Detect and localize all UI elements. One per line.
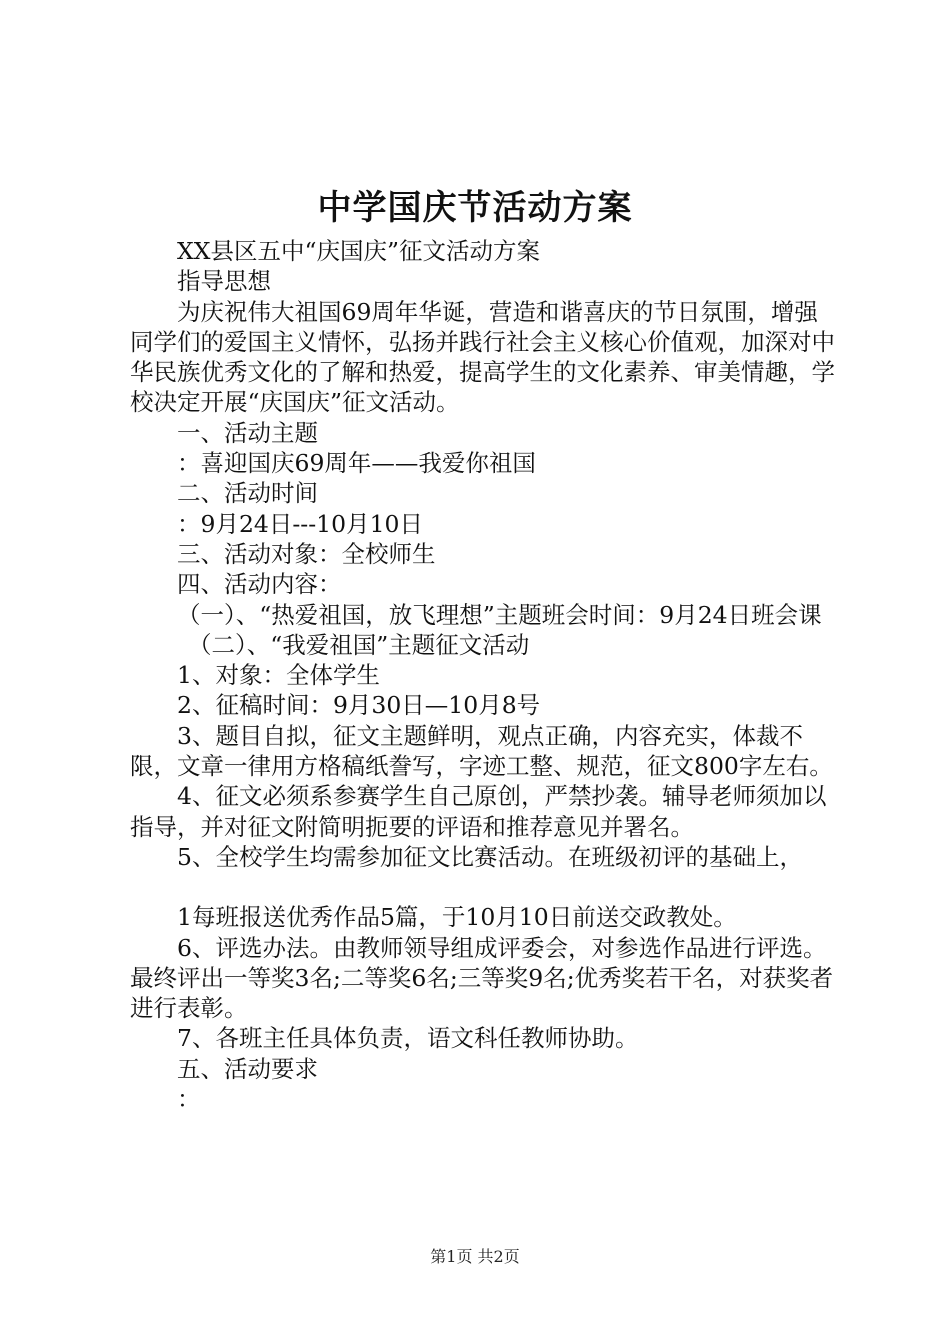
paragraph-item-one: （一）、“热爱祖国，放飞理想”主题班会时间：9月24日班会课 [177,600,822,629]
paragraph-item-two: （二）、“我爱祖国”主题征文活动 [188,630,530,659]
blank-line [130,872,835,902]
paragraph-point-7: 7、各班主任具体负责，语文科任教师协助。 [177,1024,639,1053]
paragraph-heading-theme: 一、活动主题 [177,418,318,447]
page-footer: 第1页 共2页 [430,1247,520,1266]
paragraph-point-6: 6、评选办法。由教师领导组成评委会，对参选作品进行评选。最终评出一等奖3名;二等奖6名;三等奖9名;优秀奖若干名，对获奖者进行表彰。 [130,933,834,1023]
paragraph-heading-time: 二、活动时间 [177,479,318,508]
paragraph-theme: ：喜迎国庆69周年——我爱你祖国 [177,449,536,478]
paragraph-guiding-text: 为庆祝伟大祖国69周年华诞，营造和谐喜庆的节日氛围，增强同学们的爱国主义情怀，弘扬并践行社会主义核心价值观，加深对中华民族优秀文化的了解和热爱，提高学生的文化素养、审美情趣，学校决定开展“庆国庆”征文活动。 [130,297,835,417]
document-body [130,236,835,1114]
paragraph-heading-requirements: 五、活动要求 [177,1054,318,1083]
document-title: 中学国庆节活动方案 [317,188,633,228]
paragraph-point-1: 1、对象：全体学生 [177,661,380,690]
paragraph-point-4: 4、征文必须系参赛学生自己原创，严禁抄袭。辅导老师须加以指导，并对征文附简明扼要的评语和推荐意见并署名。 [130,782,827,841]
paragraph-point-5: 5、全校学生均需参加征文比赛活动。在班级初评的基础上， [177,842,803,871]
paragraph-requirements: ： [177,1085,201,1114]
paragraph-heading-guiding: 指导思想 [177,267,271,296]
paragraph-point-2: 2、征稿时间：9月30日—10月8号 [177,691,541,720]
paragraph-point-5-cont: 1每班报送优秀作品5篇，于10月10日前送交政教处。 [177,903,737,932]
paragraph-time: ：9月24日---10月10日 [177,509,423,538]
paragraph-point-3: 3、题目自拟，征文主题鲜明，观点正确，内容充实，体裁不限，文章一律用方格稿纸誊写，字迹工整、规范，征文800字左右。 [130,721,833,781]
paragraph-target: 三、活动对象：全校师生 [177,539,436,568]
paragraph-heading-content: 四、活动内容： [177,570,342,599]
paragraph-subtitle: XX县区五中“庆国庆”征文活动方案 [177,237,540,265]
